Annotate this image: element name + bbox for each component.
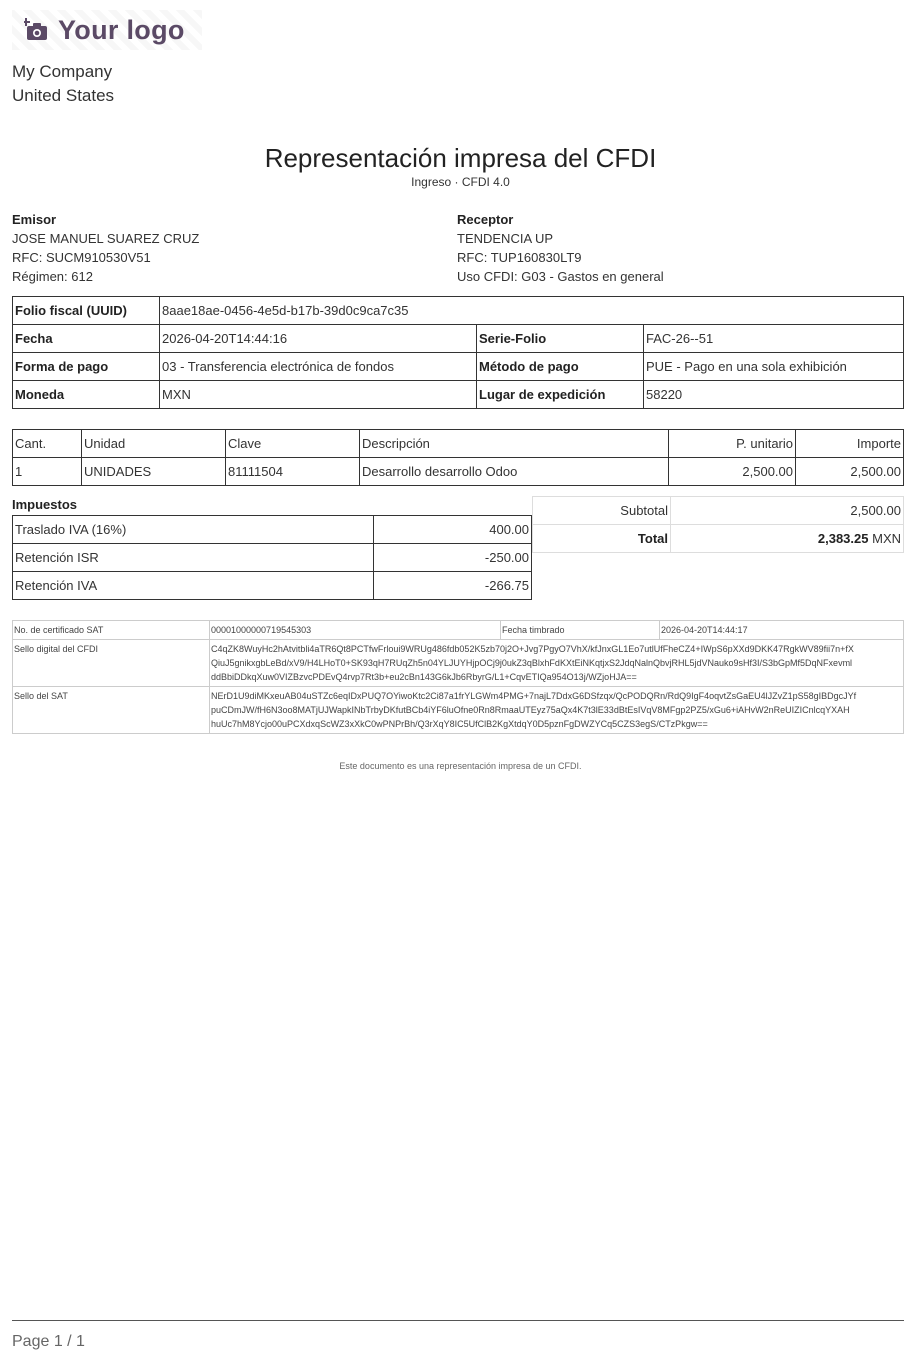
- sello-sat-line: NErD1U9diMKxeuAB04uSTZc6eqIDxPUQ7OYiwoKtc2Ci87a1frYLGWm4PMG+7najL7DdxG6DSfzqx/QcPODQRn/RdQ9IgF4oqvtZsGaEU4lJZvZ1pS58gIBDgcJYf: [211, 691, 857, 701]
- lugar-label: Lugar de expedición: [477, 381, 644, 409]
- table-row: [13, 353, 904, 381]
- column-header: Descripción: [360, 430, 669, 458]
- table-row: [13, 572, 532, 600]
- total-label: Total: [533, 525, 671, 553]
- table-row: [13, 621, 904, 640]
- subtotal-row: [533, 497, 904, 525]
- table-header-row: [13, 430, 904, 458]
- table-row: [13, 297, 904, 325]
- camera-plus-icon: [24, 17, 50, 43]
- taxes-heading: Impuestos: [12, 497, 78, 512]
- lugar-value: 58220: [644, 381, 904, 409]
- footer-note: Este documento es una representación impresa de un CFDI.: [339, 761, 582, 771]
- total-value: 2,383.25: [817, 531, 869, 546]
- invoice-lines-table: [12, 429, 904, 486]
- table-row: [13, 544, 532, 572]
- document-subtitle: Ingreso · CFDI 4.0: [411, 175, 510, 189]
- subtotal-value: 2,500.00: [671, 497, 904, 525]
- tax-amount: 400.00: [374, 516, 532, 544]
- cert-label: No. de certificado SAT: [13, 621, 210, 640]
- sello-sat-label: Sello del SAT: [13, 687, 210, 734]
- subtotal-label: Subtotal: [533, 497, 671, 525]
- moneda-label: Moneda: [13, 381, 160, 409]
- metodo-pago-value: PUE - Pago en una sola exhibición: [644, 353, 904, 381]
- fecha-timbrado-value: 2026-04-20T14:44:17: [660, 621, 904, 640]
- total-currency: MXN: [872, 531, 901, 546]
- column-header: Unidad: [82, 430, 226, 458]
- sello-cfdi-line: ddBbiDDkqXuw0VIZBzvcPDEvQ4rvp7Rt3b+eu2cBn143G6kJb6RbyrG/L1+CqvETIQa954O13j/WZjoHJA==: [211, 672, 637, 682]
- tax-amount: -250.00: [374, 544, 532, 572]
- total-cell: [671, 525, 904, 553]
- receptor-heading: Receptor: [457, 212, 514, 227]
- company-logo: [12, 10, 202, 50]
- forma-pago-value: 03 - Transferencia electrónica de fondos: [160, 353, 477, 381]
- line-code: 81111504: [226, 458, 360, 486]
- company-country: United States: [12, 86, 115, 105]
- fecha-timbrado-label: Fecha timbrado: [501, 621, 660, 640]
- tax-label: Traslado IVA (16%): [13, 516, 374, 544]
- table-row: [13, 381, 904, 409]
- taxes-table: [12, 515, 532, 600]
- footer-divider: [12, 1320, 904, 1321]
- company-name: My Company: [12, 62, 113, 81]
- company-address: [12, 60, 114, 108]
- serie-label: Serie-Folio: [477, 325, 644, 353]
- table-row: [13, 325, 904, 353]
- uuid-label: Folio fiscal (UUID): [13, 297, 160, 325]
- tax-label: Retención IVA: [13, 572, 374, 600]
- receptor-block: [457, 210, 664, 286]
- table-row: [13, 458, 904, 486]
- logo-text: Your logo: [58, 14, 185, 45]
- tax-amount: -266.75: [374, 572, 532, 600]
- table-row: [13, 516, 532, 544]
- line-description: Desarrollo desarrollo Odoo: [360, 458, 669, 486]
- sello-sat-line: huUc7hM8Ycjo00uPCXdxqScWZ3xXkC0wPNPrBh/Q3rXqY8IC5UfClB2KgXtdqY0D5pznFgDWZYCq5CZS3egS/CTzPkgw==: [211, 719, 708, 729]
- receptor-uso: Uso CFDI: G03 - Gastos en general: [457, 269, 664, 284]
- fecha-label: Fecha: [13, 325, 160, 353]
- line-unit: UNIDADES: [82, 458, 226, 486]
- metodo-pago-label: Método de pago: [477, 353, 644, 381]
- emisor-heading: Emisor: [12, 212, 57, 227]
- sello-sat-line: puCDmJW/fH6N3oo8MATjUJWapkINbTrbyDKfutBCb4iYF6luOfne0Rn8RmaaUTEyz75aQx4K7t3lE33dBtEsIVqV8MFgp2PZ5/xGu6+iAHvW2nReUIZICnlcqYXAH: [211, 705, 850, 715]
- document-title: Representación impresa del CFDI: [264, 143, 657, 173]
- emisor-regimen: Régimen: 612: [12, 269, 93, 284]
- column-header: Cant.: [13, 430, 82, 458]
- serie-value: FAC-26--51: [644, 325, 904, 353]
- sello-cfdi-line: QiuJ5gnikxgbLeBd/xV9/H4LHoT0+SK93qH7RUqZh5n04YLJUYHjpOCj9j0ukZ3qBlxhFdKXtEiNKqtjxS2JdqNalnQbvjRHL5jdVNauko9sHf3I/S3bGpMf5DqNFxevml: [211, 658, 853, 668]
- receptor-rfc: RFC: TUP160830LT9: [457, 250, 582, 265]
- sello-sat-value: [210, 687, 904, 734]
- table-row: [13, 687, 904, 734]
- column-header: Clave: [226, 430, 360, 458]
- sello-cfdi-label: Sello digital del CFDI: [13, 640, 210, 687]
- page-number: Page 1 / 1: [12, 1333, 85, 1350]
- cert-value: 00001000000719545303: [210, 621, 501, 640]
- emisor-block: [12, 210, 199, 286]
- column-header: Importe: [796, 430, 904, 458]
- sat-stamp-table: [12, 620, 904, 734]
- forma-pago-label: Forma de pago: [13, 353, 160, 381]
- receptor-name: TENDENCIA UP: [457, 231, 554, 246]
- tax-label: Retención ISR: [13, 544, 374, 572]
- table-row: [13, 640, 904, 687]
- sello-cfdi-value: [210, 640, 904, 687]
- emisor-rfc: RFC: SUCM910530V51: [12, 250, 151, 265]
- uuid-value: 8aae18ae-0456-4e5d-b17b-39d0c9ca7c35: [160, 297, 904, 325]
- invoice-info-table: [12, 296, 904, 409]
- sello-cfdi-line: C4qZK8WuyHc2hAtvitbli4aTR6Qt8PCTfwFrloui9WRUg486fdb052K5zb70j2O+Jvg7PgyO7VhX/kfJnxGL1Eo7utlUfFheCZ4+IWpS6pXXd9DKK47RgkWV89fii7n+fX: [211, 644, 854, 654]
- column-header: P. unitario: [669, 430, 796, 458]
- emisor-name: JOSE MANUEL SUAREZ CRUZ: [12, 231, 200, 246]
- totals-table: [532, 496, 904, 553]
- moneda-value: MXN: [160, 381, 477, 409]
- line-unit-price: 2,500.00: [669, 458, 796, 486]
- line-amount: 2,500.00: [796, 458, 904, 486]
- fecha-value: 2026-04-20T14:44:16: [160, 325, 477, 353]
- total-row: [533, 525, 904, 553]
- line-qty: 1: [13, 458, 82, 486]
